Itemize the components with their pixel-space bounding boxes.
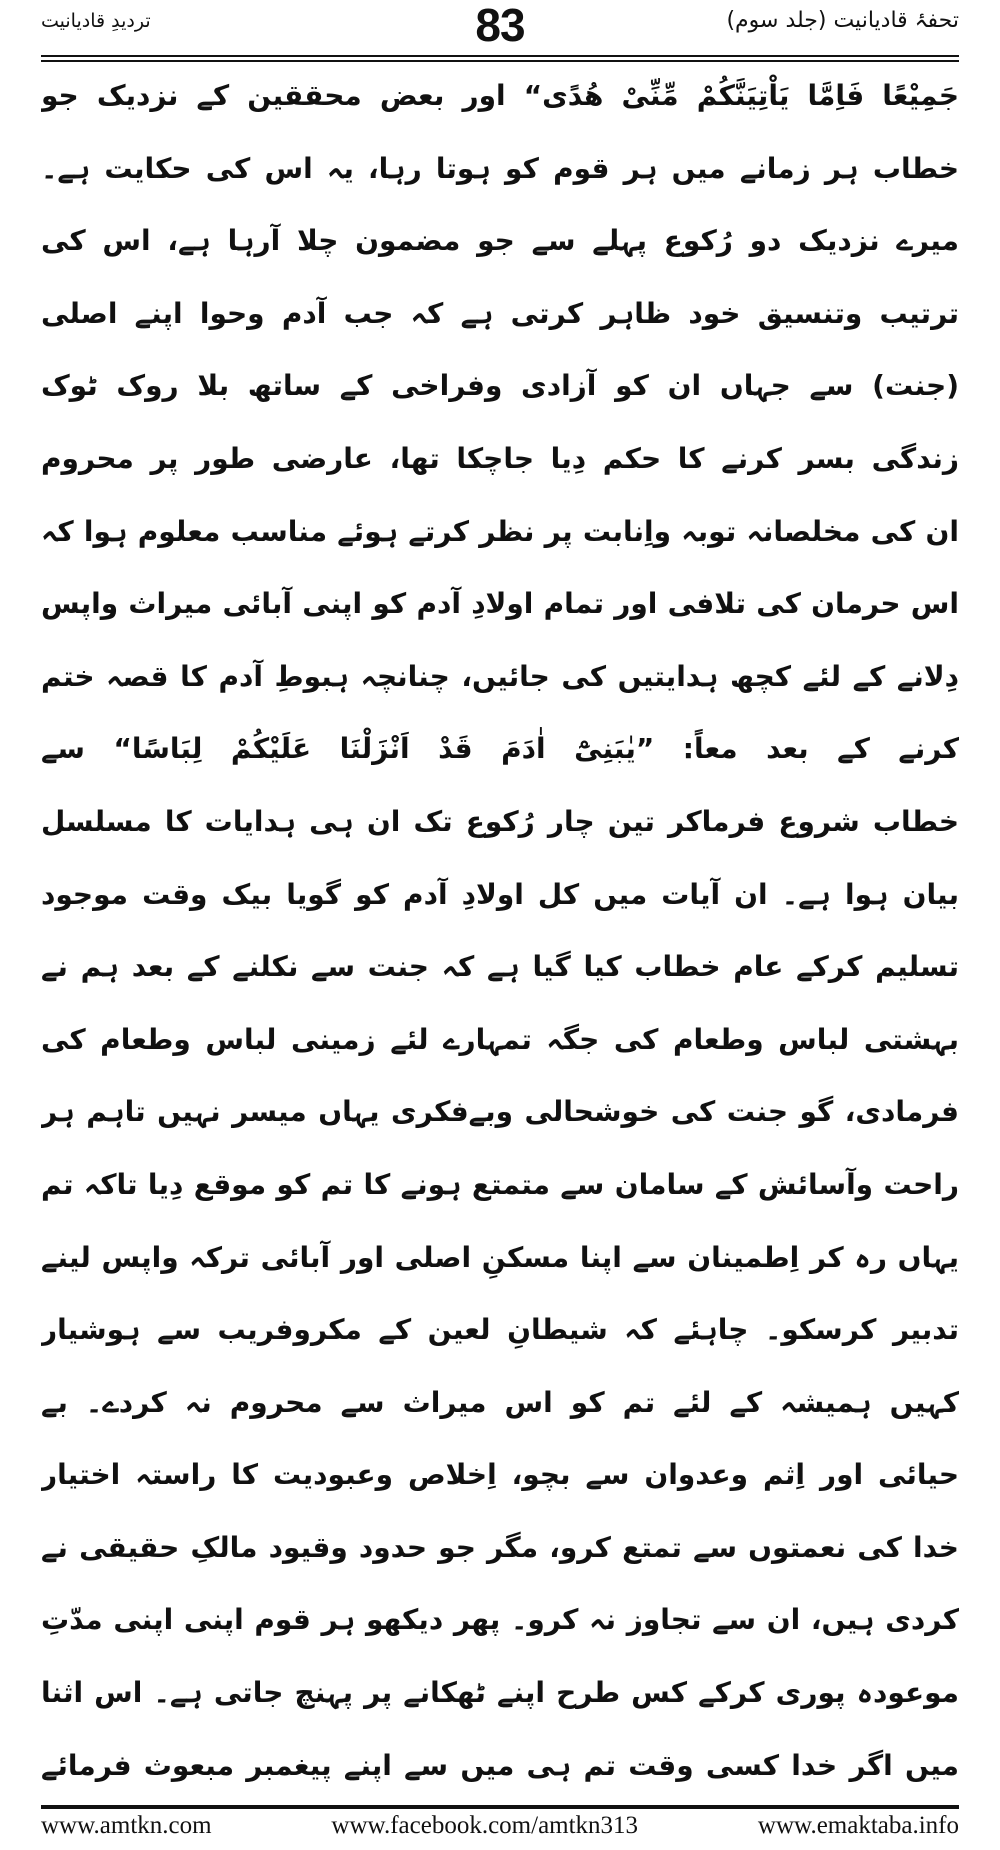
text-line: تسلیم کرکے عام خطاب کیا گیا ہے کہ جنت سے نکلنے کے بعد ہم نے xyxy=(41,950,959,984)
text-line: بہشتی لباس وطعام کی جگہ تمہارے لئے زمینی لباس وطعام کی xyxy=(41,1022,959,1056)
text-line: راحت وآسائش کے سامان سے متمتع ہونے کا تم کو موقع دِیا تاکہ تم xyxy=(41,1167,959,1201)
text-line: خطاب شروع فرماکر تین چار رُکوع تک ان ہی ہدایات کا مسلسل xyxy=(41,804,959,838)
text-line: یہاں رہ کر اِطمینان سے اپنا مسکنِ اصلی اور آبائی ترکہ واپس لینے xyxy=(41,1240,959,1274)
footer-link-emaktaba[interactable]: www.emaktaba.info xyxy=(757,1812,959,1839)
text-line: دِلانے کے لئے کچھ ہدایتیں کی جائیں، چنانچہ ہبوطِ آدم کا قصہ ختم xyxy=(41,659,959,693)
text-line: ترتیب وتنسیق خود ظاہر کرتی ہے کہ جب آدم وحوا اپنے اصلی xyxy=(41,296,959,330)
footer-link-facebook[interactable]: www.facebook.com/amtkn313 xyxy=(331,1812,639,1839)
text-line: کرنے کے بعد معاً: ”یٰبَنِیْٓ اٰدَمَ قَدْ اَنْزَلْنَا عَلَیْکُمْ لِبَاسًا“ سے xyxy=(41,732,959,766)
text-line: میں اگر خدا کسی وقت تم ہی میں سے اپنے پیغمبر مبعوث فرمائے xyxy=(41,1748,959,1782)
page-header xyxy=(41,0,959,56)
text-line: جَمِیْعًا فَاِمَّا یَاْتِیَنَّکُمْ مِّنِّیْ ھُدًی“ اور بعض محققین کے نزدیک جو xyxy=(41,79,959,112)
text-line: ان کی مخلصانہ توبہ واِنابت پر نظر کرتے ہوئے مناسب معلوم ہوا کہ xyxy=(41,514,959,548)
text-line: (جنت) سے جہاں ان کو آزادی وفراخی کے ساتھ بلا روک ٹوک xyxy=(41,369,959,403)
footer-divider xyxy=(41,1805,959,1809)
text-line: تدبیر کرسکو۔ چاہئے کہ شیطانِ لعین کے مکروفریب سے ہوشیار xyxy=(41,1313,959,1347)
text-line: خطاب ہر زمانے میں ہر قوم کو ہوتا رہا، یہ اس کی حکایت ہے۔ xyxy=(41,151,959,185)
text-line: بیان ہوا ہے۔ ان آیات میں کل اولادِ آدم کو گویا بیک وقت موجود xyxy=(41,877,959,911)
text-line: اس حرمان کی تلافی اور تمام اولادِ آدم کو اپنی آبائی میراث واپس xyxy=(41,587,959,621)
text-line: فرمادی، گو جنت کی خوشحالی وبےفکری یہاں میسر نہیں تاہم ہر xyxy=(41,1095,959,1129)
footer-link-amtkn[interactable]: www.amtkn.com xyxy=(41,1812,212,1839)
text-line: کردی ہیں، ان سے تجاوز نہ کرو۔ پھر دیکھو ہر قوم اپنی اپنی مدّتِ xyxy=(41,1603,959,1637)
text-line: کہیں ہمیشہ کے لئے تم کو اس میراث سے محروم نہ کردے۔ بے xyxy=(41,1385,959,1419)
text-line: موعودہ پوری کرکے کس طرح اپنے ٹھکانے پر پہنچ جاتی ہے۔ اس اثنا xyxy=(41,1676,959,1710)
section-title: تردیدِ قادیانیت xyxy=(41,10,151,32)
page-footer xyxy=(41,1812,959,1840)
text-line: حیائی اور اِثم وعدوان سے بچو، اِخلاص وعبودیت کا راستہ اختیار xyxy=(41,1458,959,1492)
text-line: زندگی بسر کرنے کا حکم دِیا جاچکا تھا، عارضی طور پر محروم xyxy=(41,441,959,475)
text-line: میرے نزدیک دو رُکوع پہلے سے جو مضمون چلا آرہا ہے، اس کی xyxy=(41,224,959,258)
page-number: 83 xyxy=(475,0,525,51)
book-title: تحفۂ قادیانیت (جلد سوم) xyxy=(726,8,959,33)
text-line: خدا کی نعمتوں سے تمتع کرو، مگر جو حدود وقیود مالکِ حقیقی نے xyxy=(41,1530,959,1564)
page-body-text xyxy=(41,60,959,1802)
